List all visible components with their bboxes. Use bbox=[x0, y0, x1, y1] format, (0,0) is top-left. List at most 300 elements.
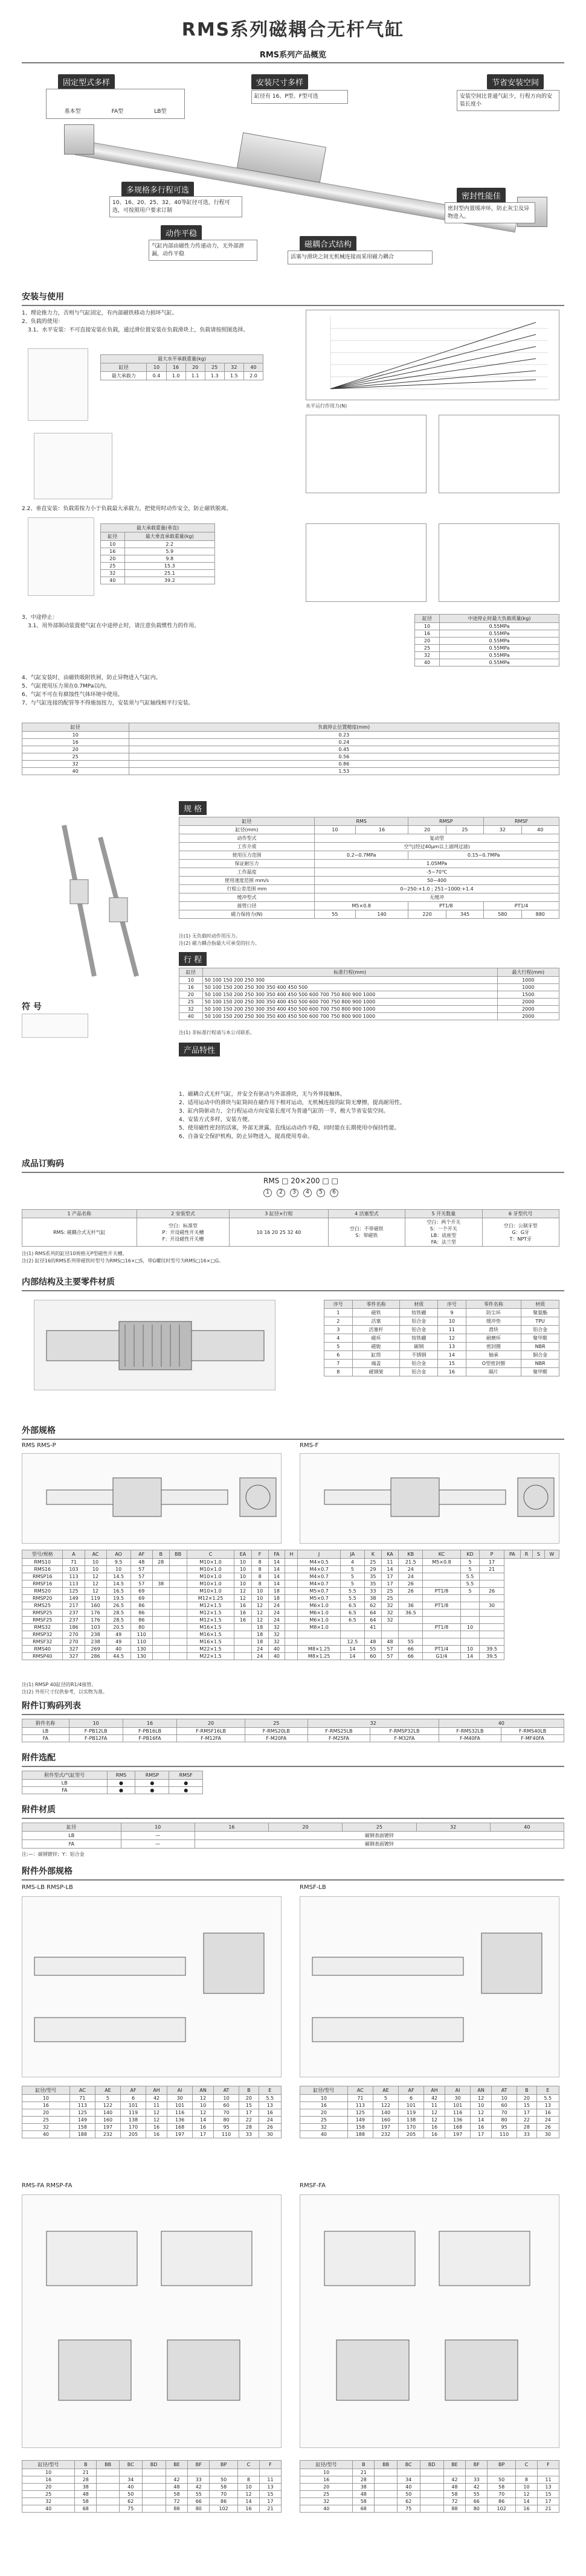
table-cell: 5.5 bbox=[460, 1573, 480, 1580]
table-header-cell: BF bbox=[188, 2461, 210, 2469]
table-cell bbox=[142, 2491, 166, 2498]
table-cell: 14 bbox=[515, 2498, 537, 2505]
table-cell: M12×1.25 bbox=[187, 1595, 234, 1602]
vertical-force-chart bbox=[439, 415, 559, 493]
table-header-cell: FA bbox=[268, 1550, 285, 1559]
stroke-header: 行 程 bbox=[179, 952, 207, 966]
table-cell: 86 bbox=[488, 2498, 516, 2505]
table-cell: 10 bbox=[237, 2484, 259, 2491]
table-cell: 176 bbox=[85, 1609, 106, 1617]
table-cell bbox=[285, 1609, 298, 1617]
table-cell bbox=[423, 1609, 460, 1617]
accessory-code-table: 附件名称 10 16 20 25 32 40 LB F-PB12LB F-PB16LB F-RMSF16LB F-RMS20LB F-RMS25LB F-RMSP32LB F-RMS32LB F-RMS40LB FA F-PB12FA F-PB16FA F-M12FA F-M20FA F-M25FA F-M32FA F-M40FA F-MF40FA bbox=[22, 1719, 564, 1742]
table-cell: RMS20 bbox=[22, 1588, 63, 1595]
thrust-chart bbox=[306, 310, 559, 400]
table-cell: 197 bbox=[445, 2131, 471, 2138]
dimension-row bbox=[22, 1595, 559, 1602]
table-header-cell: BB bbox=[375, 2461, 398, 2469]
lb-right-label: RMSF-LB bbox=[300, 1884, 326, 1891]
features-header: 产品特性 bbox=[179, 1043, 220, 1056]
table-cell: 205 bbox=[121, 2131, 146, 2138]
thrust-chart-svg bbox=[306, 310, 560, 401]
table-cell: 40 bbox=[119, 2484, 142, 2491]
table-cell: 38 bbox=[152, 1580, 169, 1588]
table-cell: 64 bbox=[364, 1609, 381, 1617]
lb-dimension-row bbox=[300, 2109, 559, 2117]
specs-section bbox=[22, 801, 564, 1091]
table-cell: 188 bbox=[347, 2131, 373, 2138]
table-cell: 101 bbox=[445, 2102, 471, 2109]
table-header-cell: F bbox=[537, 2461, 559, 2469]
table-cell: M16×1.5 bbox=[187, 1638, 234, 1646]
table-cell: 6.5 bbox=[340, 1609, 364, 1617]
table-cell: 40 bbox=[106, 1646, 130, 1653]
table-cell: 5 bbox=[460, 1588, 480, 1595]
table-header-cell: AH bbox=[146, 2086, 167, 2095]
accessory-code-header: 附件订购码列表 bbox=[22, 1701, 81, 1711]
table-cell: 16 bbox=[515, 2505, 537, 2513]
table-cell: 24 bbox=[251, 1653, 268, 1660]
dimensions-table bbox=[22, 1550, 559, 1660]
accessory-material-header: 附件材质 bbox=[22, 1805, 56, 1815]
fa-right-svg bbox=[300, 2195, 560, 2449]
table-cell bbox=[152, 1609, 169, 1617]
table-cell: 60 bbox=[214, 2102, 239, 2109]
table-cell: 48 bbox=[381, 1638, 398, 1646]
table-cell: 18 bbox=[251, 1638, 268, 1646]
table-cell: 40 bbox=[300, 2505, 353, 2513]
table-cell: 24 bbox=[268, 1602, 285, 1609]
table-cell: 21 bbox=[537, 2505, 559, 2513]
table-cell bbox=[169, 1566, 187, 1573]
table-cell: 10 bbox=[22, 2095, 70, 2102]
dimension-row bbox=[22, 1573, 559, 1580]
rms-f-drawing bbox=[300, 1453, 559, 1544]
order-num: 3 bbox=[290, 1189, 298, 1197]
table-cell: 10 bbox=[300, 2095, 348, 2102]
lb-right-svg bbox=[300, 1897, 560, 2078]
rms-p-drawing bbox=[22, 1453, 282, 1544]
table-cell: 16 bbox=[22, 2476, 75, 2484]
table-cell: 238 bbox=[85, 1638, 106, 1646]
stroke-note: 注(1) 非标准行程请与本公司联系。 bbox=[179, 1030, 255, 1035]
order-table: 1 产品名称 2 安装型式 3 缸径×行程 4 活塞型式 5 开关数量 6 牙型代号 RMS: 磁耦合式无杆气缸 空白：标准型 P：开设磁性开关槽 F：开设磁性开关槽 10 16 20 25 32 40 空白：不带磁铁 S：带磁铁 空白：两个开关 S：一个开关 LB：底座型 FA：法兰型 空白：公制牙型 G：G牙 T：NPT牙 bbox=[22, 1209, 559, 1247]
table-cell bbox=[375, 2505, 398, 2513]
table-cell bbox=[285, 1588, 298, 1595]
table-cell: 20.5 bbox=[106, 1624, 130, 1631]
table-header-cell: B bbox=[239, 2086, 259, 2095]
overview-section bbox=[22, 67, 564, 284]
table-header-cell: AT bbox=[492, 2086, 517, 2095]
structure-section bbox=[22, 1291, 564, 1424]
install-note-1: 1、理论推力力，否则与气缸固定，有内部磁铁移动力损坏气缸。 bbox=[22, 310, 178, 316]
table-cell: 38 bbox=[353, 2484, 375, 2491]
table-cell: 18 bbox=[251, 1631, 268, 1638]
table-cell bbox=[259, 2469, 281, 2476]
feature-3: 3、缸内筒驱动力，全行程运动方向安装长度可为普通气缸的一半，极大节省安装空间。 bbox=[179, 1108, 389, 1114]
table-cell: 10 bbox=[22, 2469, 75, 2476]
table-cell: 32 bbox=[268, 1624, 285, 1631]
table-cell bbox=[480, 1580, 504, 1588]
table-cell: 28.5 bbox=[106, 1609, 130, 1617]
table-cell bbox=[480, 1609, 504, 1617]
cross-section-drawing bbox=[34, 1300, 275, 1390]
table-cell: 17 bbox=[193, 2131, 214, 2138]
table-cell: RMS40 bbox=[22, 1646, 63, 1653]
install-note-10: 7、与气缸连接的配管等不得施加扭力，安装须与气缸轴线相平行安装。 bbox=[22, 700, 194, 706]
table-cell: 10 bbox=[471, 2102, 492, 2109]
table-cell: 50 bbox=[119, 2491, 142, 2498]
table-cell: 197 bbox=[95, 2124, 120, 2131]
table-cell bbox=[298, 1631, 340, 1638]
table-header-cell: BC bbox=[119, 2461, 142, 2469]
table-cell: 21.5 bbox=[399, 1559, 423, 1566]
table-cell: 10 bbox=[85, 1559, 106, 1566]
table-cell: 80 bbox=[492, 2117, 517, 2124]
table-cell: M10×1.0 bbox=[187, 1559, 234, 1566]
table-cell: 5 bbox=[95, 2095, 120, 2102]
table-cell: 116 bbox=[167, 2109, 193, 2117]
table-cell bbox=[152, 1588, 169, 1595]
table-cell: 32 bbox=[22, 2124, 70, 2131]
table-cell: 160 bbox=[95, 2117, 120, 2124]
table-header-cell: B bbox=[353, 2461, 375, 2469]
table-cell: 113 bbox=[69, 2102, 95, 2109]
label-magnetic: 磁耦合式结构 bbox=[300, 236, 356, 251]
table-header-cell: AC bbox=[85, 1550, 106, 1559]
lb-dimension-row bbox=[22, 2131, 282, 2138]
table-cell: 16 bbox=[536, 2109, 559, 2117]
table-cell bbox=[152, 1624, 169, 1631]
table-cell bbox=[397, 2469, 420, 2476]
table-cell: M10×1.0 bbox=[187, 1580, 234, 1588]
accessory-code-section bbox=[22, 1715, 564, 1751]
table-cell bbox=[234, 1624, 251, 1631]
feature-4: 4、安装方式多样，安装方便。 bbox=[179, 1117, 253, 1123]
table-cell: 42 bbox=[166, 2476, 188, 2484]
table-cell: 25 bbox=[381, 1595, 398, 1602]
fa-right-table bbox=[300, 2460, 559, 2513]
table-cell: 28 bbox=[152, 1559, 169, 1566]
table-cell: M4×0.7 bbox=[298, 1580, 340, 1588]
table-cell: 12 bbox=[471, 2095, 492, 2102]
table-cell: 17 bbox=[480, 1559, 504, 1566]
table-cell: 71 bbox=[347, 2095, 373, 2102]
table-cell: M6×1.0 bbox=[298, 1602, 340, 1609]
dimensions-note-1: 注(1) RMSP 40缸径的R1/4接管。 bbox=[22, 1682, 97, 1687]
table-cell bbox=[423, 1573, 460, 1580]
table-cell: 110 bbox=[492, 2131, 517, 2138]
dimension-row bbox=[22, 1580, 559, 1588]
table-cell: 113 bbox=[63, 1580, 85, 1588]
table-cell: 48 bbox=[364, 1638, 381, 1646]
table-cell: 44.5 bbox=[106, 1653, 130, 1660]
lb-left-table bbox=[22, 2086, 282, 2138]
table-cell: 119 bbox=[85, 1595, 106, 1602]
fa-dimension-row bbox=[22, 2469, 282, 2476]
lb-right-drawing bbox=[300, 1896, 559, 2077]
table-cell: M8×1.25 bbox=[298, 1653, 340, 1660]
lb-left-drawing bbox=[22, 1896, 282, 2077]
table-cell: 5.5 bbox=[340, 1588, 364, 1595]
table-cell: 10 bbox=[492, 2095, 517, 2102]
table-cell: 88 bbox=[166, 2505, 188, 2513]
table-cell: 140 bbox=[373, 2109, 398, 2117]
table-cell: 110 bbox=[130, 1631, 152, 1638]
table-cell: 102 bbox=[210, 2505, 238, 2513]
table-cell: PT1/4 bbox=[423, 1646, 460, 1653]
table-cell bbox=[460, 1617, 480, 1624]
table-header-cell: AC bbox=[69, 2086, 95, 2095]
table-header-cell: AH bbox=[424, 2086, 445, 2095]
table-cell: 38 bbox=[364, 1595, 381, 1602]
table-cell: 158 bbox=[69, 2124, 95, 2131]
table-cell: 269 bbox=[85, 1646, 106, 1653]
dimensions-note-2: 注(2) 外形尺寸仅供参考，以实物为准。 bbox=[22, 1689, 108, 1695]
feature-6: 6、自备安全保护机构，防止异物进入，提高使用寿命。 bbox=[179, 1134, 313, 1140]
accessory-select-section bbox=[22, 1767, 564, 1803]
table-header-cell: KD bbox=[460, 1550, 480, 1559]
table-header-cell: K bbox=[364, 1550, 381, 1559]
table-cell: 237 bbox=[63, 1609, 85, 1617]
table-cell: 38 bbox=[75, 2484, 97, 2491]
table-cell bbox=[169, 1617, 187, 1624]
table-cell: 48 bbox=[443, 2484, 466, 2491]
table-header-cell: 缸径/型号 bbox=[300, 2461, 353, 2469]
table-cell: 17 bbox=[259, 2498, 281, 2505]
table-cell bbox=[423, 1580, 460, 1588]
table-cell: 14 bbox=[471, 2117, 492, 2124]
table-cell: 16 bbox=[234, 1602, 251, 1609]
table-cell bbox=[466, 2469, 488, 2476]
table-cell: 33 bbox=[466, 2476, 488, 2484]
table-cell: 68 bbox=[353, 2505, 375, 2513]
table-cell: 57 bbox=[130, 1580, 152, 1588]
table-header-cell: AF bbox=[399, 2086, 424, 2095]
table-cell: 14 bbox=[340, 1646, 364, 1653]
table-cell: 29 bbox=[364, 1566, 381, 1573]
table-cell bbox=[480, 1617, 504, 1624]
table-cell bbox=[420, 2498, 443, 2505]
table-cell: 70 bbox=[492, 2109, 517, 2117]
table-cell: 71 bbox=[69, 2095, 95, 2102]
table-cell: 149 bbox=[69, 2117, 95, 2124]
table-cell bbox=[298, 1638, 340, 1646]
table-cell: 35 bbox=[364, 1573, 381, 1580]
table-cell: 17 bbox=[537, 2498, 559, 2505]
table-cell: 24 bbox=[399, 1573, 423, 1580]
table-cell bbox=[537, 2469, 559, 2476]
table-cell bbox=[399, 1624, 423, 1631]
table-cell bbox=[399, 1617, 423, 1624]
table-cell bbox=[460, 1631, 480, 1638]
table-cell: M5×0.7 bbox=[298, 1588, 340, 1595]
table-cell: 18 bbox=[268, 1595, 285, 1602]
table-cell: 138 bbox=[121, 2117, 146, 2124]
table-cell bbox=[169, 1653, 187, 1660]
features-section bbox=[22, 1091, 564, 1157]
table-cell: 10 bbox=[251, 1595, 268, 1602]
structure-table: 序号 零件名称 材质 序号 零件名称 材质 1 磁铁 钕铁硼 9 防尘环 聚氨酯 2 活塞 铝合金 10 缓冲垫 TPU 3 活塞杆 铝合金 11 滑块 铝合金 4 磁环 钕铁硼 12 耐磨环 聚甲醛 5 磁轭 碳钢 13 密封圈 NBR 6 缸筒 不锈钢 14 轴承 铜合金 7 端盖 铝合金 15 O型密封圈 NBR 8 磁钢架 铝合金 16 隔片 聚甲醛 bbox=[324, 1300, 559, 1376]
table-cell: 32 bbox=[300, 2124, 348, 2131]
table-cell: 95 bbox=[214, 2124, 239, 2131]
table-cell bbox=[169, 1624, 187, 1631]
table-cell bbox=[285, 1653, 298, 1660]
table-cell bbox=[210, 2469, 238, 2476]
table-header-cell: S bbox=[533, 1550, 545, 1559]
table-cell: 232 bbox=[95, 2131, 120, 2138]
table-cell: 170 bbox=[121, 2124, 146, 2131]
lb-dimension-row bbox=[300, 2095, 559, 2102]
table-cell: 101 bbox=[121, 2102, 146, 2109]
table-cell bbox=[97, 2469, 120, 2476]
table-header-cell: AN bbox=[471, 2086, 492, 2095]
table-cell bbox=[381, 1631, 398, 1638]
table-cell: M6×1.0 bbox=[298, 1617, 340, 1624]
table-cell: RMSP40 bbox=[22, 1653, 63, 1660]
table-cell: 30 bbox=[480, 1602, 504, 1609]
table-cell: 10 bbox=[515, 2484, 537, 2491]
table-cell: 14 bbox=[268, 1580, 285, 1588]
table-cell: 28 bbox=[517, 2124, 536, 2131]
table-cell: M5×0.7 bbox=[298, 1595, 340, 1602]
table-cell: 6 bbox=[399, 2095, 424, 2102]
table-header-cell: EA bbox=[234, 1550, 251, 1559]
table-cell: 15 bbox=[537, 2491, 559, 2498]
table-cell: 33 bbox=[188, 2476, 210, 2484]
table-cell: M16×1.5 bbox=[187, 1624, 234, 1631]
table-cell: 17 bbox=[381, 1573, 398, 1580]
table-cell: RMSP25 bbox=[22, 1609, 63, 1617]
table-cell: 32 bbox=[268, 1631, 285, 1638]
order-num: 2 bbox=[277, 1189, 285, 1197]
table-cell: 21 bbox=[75, 2469, 97, 2476]
table-cell: 16 bbox=[424, 2124, 445, 2131]
table-cell: 217 bbox=[63, 1602, 85, 1609]
table-cell: 20 bbox=[300, 2109, 348, 2117]
table-cell bbox=[480, 1631, 504, 1638]
table-cell: 12 bbox=[85, 1573, 106, 1580]
table-cell: RMSF32 bbox=[22, 1638, 63, 1646]
table-cell: 58 bbox=[166, 2491, 188, 2498]
table-cell: 5 bbox=[340, 1573, 364, 1580]
table-cell: 86 bbox=[130, 1602, 152, 1609]
table-cell bbox=[375, 2498, 398, 2505]
order-nums bbox=[263, 1189, 338, 1197]
table-cell bbox=[285, 1573, 298, 1580]
order-note-1: 注(1) RMS系列的缸径10规格无P型磁性开关槽。 bbox=[22, 1251, 127, 1256]
table-cell: RMSF16 bbox=[22, 1580, 63, 1588]
table-cell: 10 bbox=[214, 2095, 239, 2102]
lb-dimension-row bbox=[22, 2124, 282, 2131]
accessory-material-section bbox=[22, 1819, 564, 1865]
table-cell: 55 bbox=[466, 2491, 488, 2498]
table-header-cell: BB bbox=[97, 2461, 120, 2469]
table-cell: 103 bbox=[85, 1624, 106, 1631]
table-cell: 12.5 bbox=[340, 1638, 364, 1646]
table-cell: 24 bbox=[268, 1617, 285, 1624]
table-header-cell: E bbox=[536, 2086, 559, 2095]
label-mounting: 安装尺寸多样 bbox=[251, 74, 308, 89]
table-cell: G1/4 bbox=[423, 1653, 460, 1660]
table-cell: 10 bbox=[234, 1566, 251, 1573]
table-cell: 57 bbox=[130, 1566, 152, 1573]
table-cell: 110 bbox=[214, 2131, 239, 2138]
label-seal: 密封性能佳 bbox=[457, 188, 506, 203]
table-cell: 188 bbox=[69, 2131, 95, 2138]
install-note-6: 3.1、用外部制动装置使气缸在中途停止时，请注意负载惯性力的作用。 bbox=[28, 623, 200, 629]
table-cell: 22 bbox=[239, 2117, 259, 2124]
table-header-cell: H bbox=[285, 1550, 298, 1559]
table-cell: 86 bbox=[210, 2498, 238, 2505]
table-cell: 12 bbox=[85, 1588, 106, 1595]
table-header-cell: KC bbox=[423, 1550, 460, 1559]
table-cell: M12×1.5 bbox=[187, 1602, 234, 1609]
table-cell bbox=[420, 2476, 443, 2484]
table-cell: PT1/8 bbox=[423, 1624, 460, 1631]
vertical-load-diagram bbox=[28, 517, 94, 596]
table-cell: 101 bbox=[167, 2102, 193, 2109]
table-cell: 14 bbox=[268, 1573, 285, 1580]
table-cell: 8 bbox=[251, 1580, 268, 1588]
table-cell bbox=[97, 2484, 120, 2491]
table-cell bbox=[285, 1559, 298, 1566]
table-cell: 86 bbox=[130, 1617, 152, 1624]
dimensions-section bbox=[22, 1440, 564, 1699]
table-cell: 62 bbox=[364, 1602, 381, 1609]
table-cell: 270 bbox=[63, 1638, 85, 1646]
table-cell: 16 bbox=[300, 2102, 348, 2109]
variant-basic: 基本型 bbox=[64, 109, 81, 115]
table-cell: 80 bbox=[466, 2505, 488, 2513]
table-cell: 11 bbox=[146, 2102, 167, 2109]
table-cell bbox=[423, 1631, 460, 1638]
table-cell: 66 bbox=[188, 2498, 210, 2505]
table-cell: 16 bbox=[146, 2124, 167, 2131]
page-title: RMS系列磁耦合无杆气缸 bbox=[181, 19, 405, 40]
dimension-row bbox=[22, 1559, 559, 1566]
label-space: 节省安装空间 bbox=[487, 74, 544, 89]
table-cell: 110 bbox=[130, 1638, 152, 1646]
table-cell: RMS25 bbox=[22, 1602, 63, 1609]
cross-section-svg bbox=[34, 1300, 276, 1391]
table-cell bbox=[460, 1638, 480, 1646]
table-cell: 10 bbox=[193, 2102, 214, 2109]
table-cell: 25 bbox=[381, 1588, 398, 1595]
horizontal-force-chart bbox=[306, 415, 427, 493]
table-cell: 168 bbox=[167, 2124, 193, 2131]
order-num: 4 bbox=[303, 1189, 312, 1197]
table-header-cell: E bbox=[259, 2086, 281, 2095]
table-cell: 11 bbox=[259, 2476, 281, 2484]
table-cell: 17 bbox=[517, 2109, 536, 2117]
table-cell: 39.5 bbox=[480, 1646, 504, 1653]
magnetic-text: 活塞与滑块之间无机械连接而采用磁力耦合 bbox=[288, 251, 433, 264]
dimension-row bbox=[22, 1602, 559, 1609]
table-cell: 160 bbox=[373, 2117, 398, 2124]
table-cell bbox=[152, 1631, 169, 1638]
table-cell: 113 bbox=[63, 1573, 85, 1580]
table-cell: RMSP16 bbox=[22, 1573, 63, 1580]
variant-lb: LB型 bbox=[154, 109, 167, 115]
pneumatic-symbol bbox=[22, 1014, 88, 1038]
dimension-row bbox=[22, 1646, 559, 1653]
table-cell: 50 bbox=[488, 2476, 516, 2484]
table-cell bbox=[488, 2469, 516, 2476]
install-note-3: 3.1、水平安装：不可直接安装在负载，通过滑位置安装在负载滑块上，负载请按照图选择。 bbox=[28, 327, 249, 333]
table-cell: 16 bbox=[471, 2124, 492, 2131]
table-cell: 60 bbox=[492, 2102, 517, 2109]
